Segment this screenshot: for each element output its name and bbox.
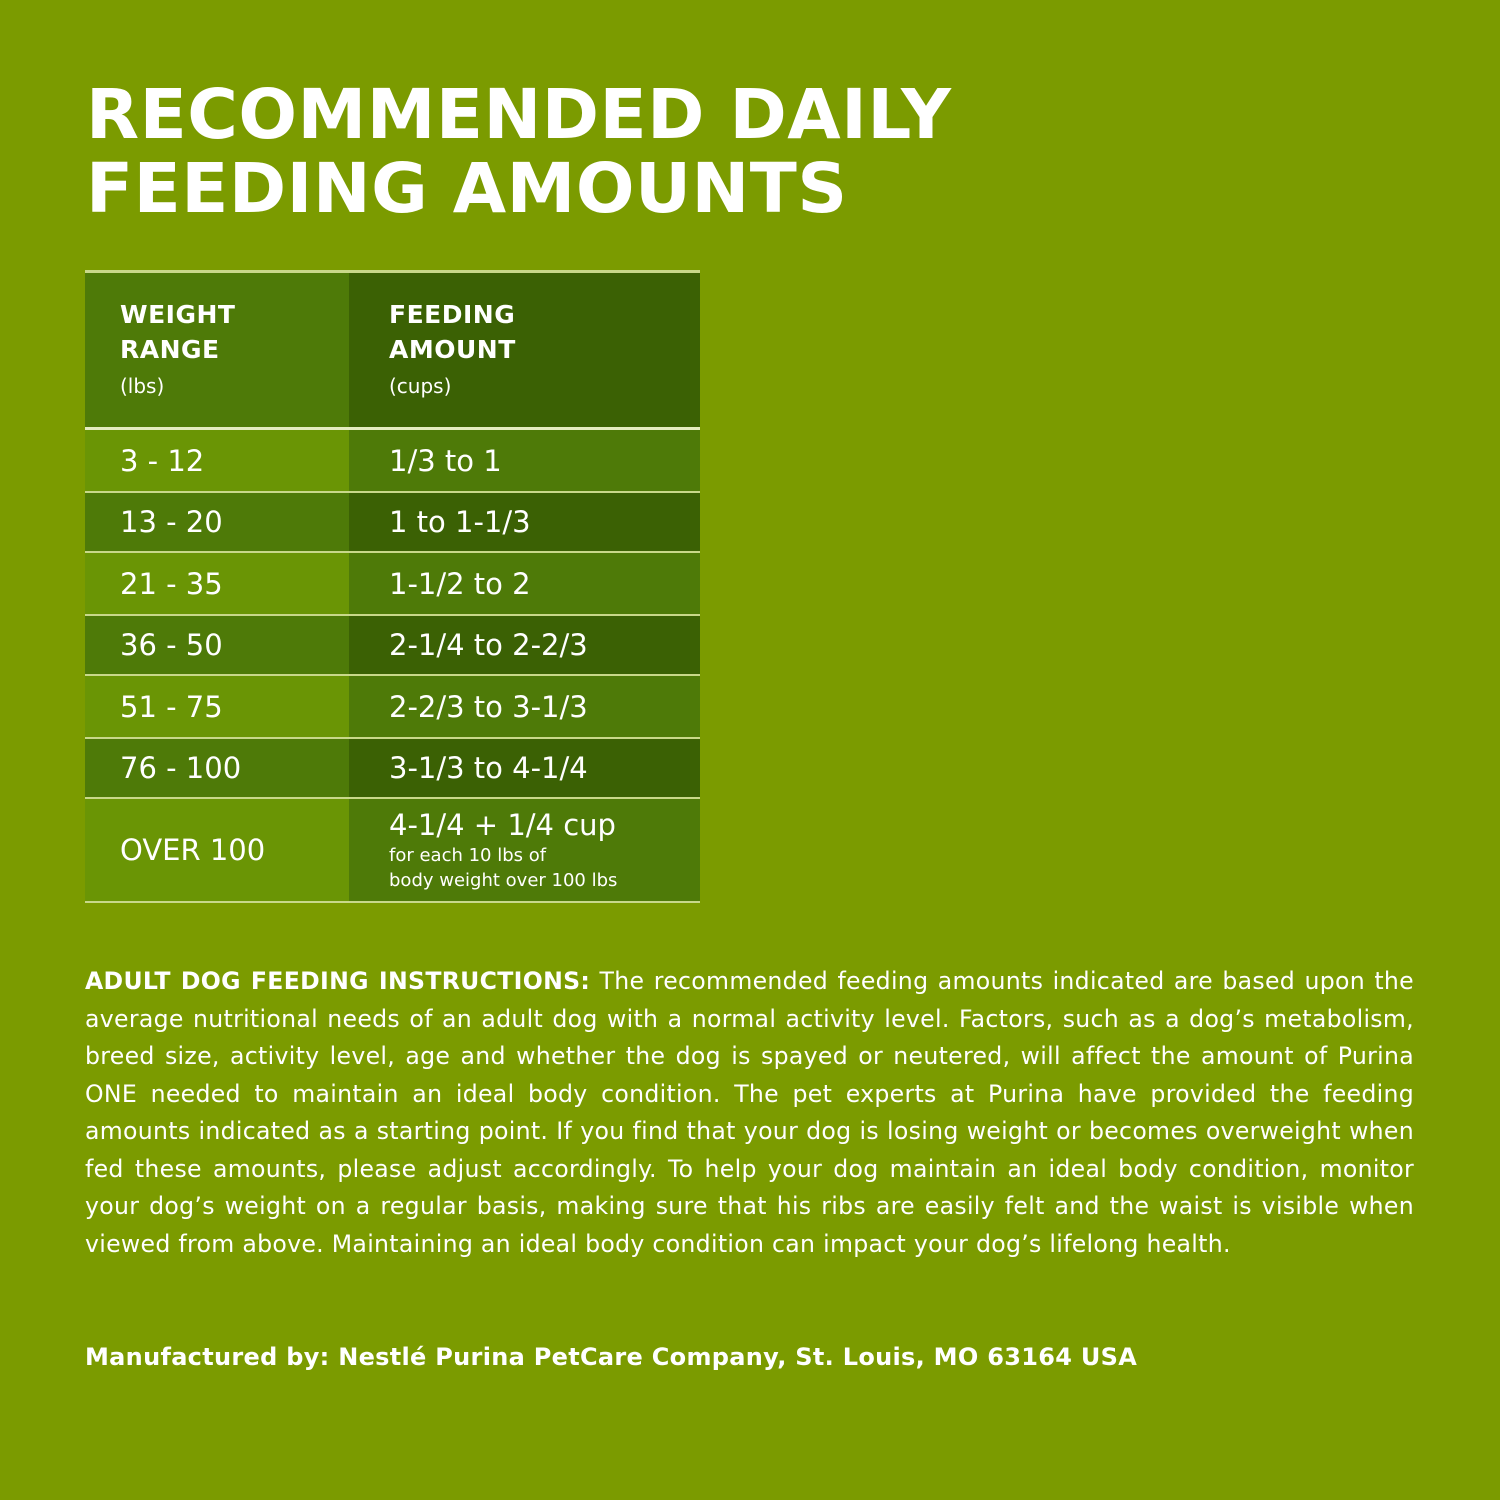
header-feeding-unit: (cups): [389, 374, 452, 398]
page-title-line-1: RECOMMENDED DAILY: [86, 75, 952, 155]
amount-cell: [349, 799, 700, 901]
instructions-heading: ADULT DOG FEEDING INSTRUCTIONS:: [85, 967, 591, 995]
weight-cell: OVER 100: [85, 799, 349, 901]
header-weight-range: [85, 273, 349, 427]
header-feeding-amount: [349, 273, 700, 427]
amount-value: 4-1/4 + 1/4 cup: [389, 808, 616, 842]
header-weight-line-2: RANGE: [120, 335, 220, 364]
table-row: [85, 676, 700, 739]
amount-cell: 1-1/2 to 2: [349, 553, 700, 614]
amount-cell: 3-1/3 to 4-1/4: [349, 739, 700, 797]
table-row: [85, 616, 700, 676]
weight-cell: 76 - 100: [85, 739, 349, 797]
weight-cell: 3 - 12: [85, 430, 349, 491]
header-feeding-line-1: FEEDING: [389, 300, 516, 329]
table-header-row: [85, 273, 700, 430]
table-row: [85, 739, 700, 799]
table-row: [85, 553, 700, 616]
weight-cell: 13 - 20: [85, 493, 349, 551]
amount-cell: 2-1/4 to 2-2/3: [349, 616, 700, 674]
page-title-line-2: FEEDING AMOUNTS: [86, 149, 848, 229]
feeding-instructions: [85, 963, 1414, 1263]
feeding-table: [85, 270, 700, 903]
amount-note-line-1: for each 10 lbs of: [389, 845, 547, 866]
header-weight-line-1: WEIGHT: [120, 300, 236, 329]
header-weight-unit: (lbs): [120, 374, 165, 398]
weight-cell: 36 - 50: [85, 616, 349, 674]
amount-note-line-2: body weight over 100 lbs: [389, 870, 618, 891]
amount-cell: 1/3 to 1: [349, 430, 700, 491]
page-title: [86, 75, 952, 229]
weight-cell: 51 - 75: [85, 676, 349, 737]
amount-cell: 1 to 1-1/3: [349, 493, 700, 551]
table-row: [85, 430, 700, 493]
manufacturer-info: Manufactured by: Nestlé Purina PetCare Company, St. Louis, MO 63164 USA: [85, 1343, 1138, 1371]
table-row: [85, 799, 700, 903]
table-row: [85, 493, 700, 553]
instructions-body: The recommended feeding amounts indicated are based upon the average nutritional needs of an adult dog with a normal activity level. Factors, such as a dog’s metabolism, breed size, activity level, age and whether the dog is spayed or neutered, will affect the amount of Purina ONE needed to maintain an ideal body condition. The pet experts at Purina have provided the feeding amounts indicated as a starting point. If you find that your dog is losing weight or becomes overweight when fed these amounts, please adjust accordingly. To help your dog maintain an ideal body condition, monitor your dog’s weight on a regular basis, making sure that his ribs are easily felt and the waist is visible when viewed from above. Maintaining an ideal body condition can impact your dog’s lifelong health.: [85, 967, 1414, 1258]
weight-cell: 21 - 35: [85, 553, 349, 614]
amount-cell: 2-2/3 to 3-1/3: [349, 676, 700, 737]
header-feeding-line-2: AMOUNT: [389, 335, 516, 364]
